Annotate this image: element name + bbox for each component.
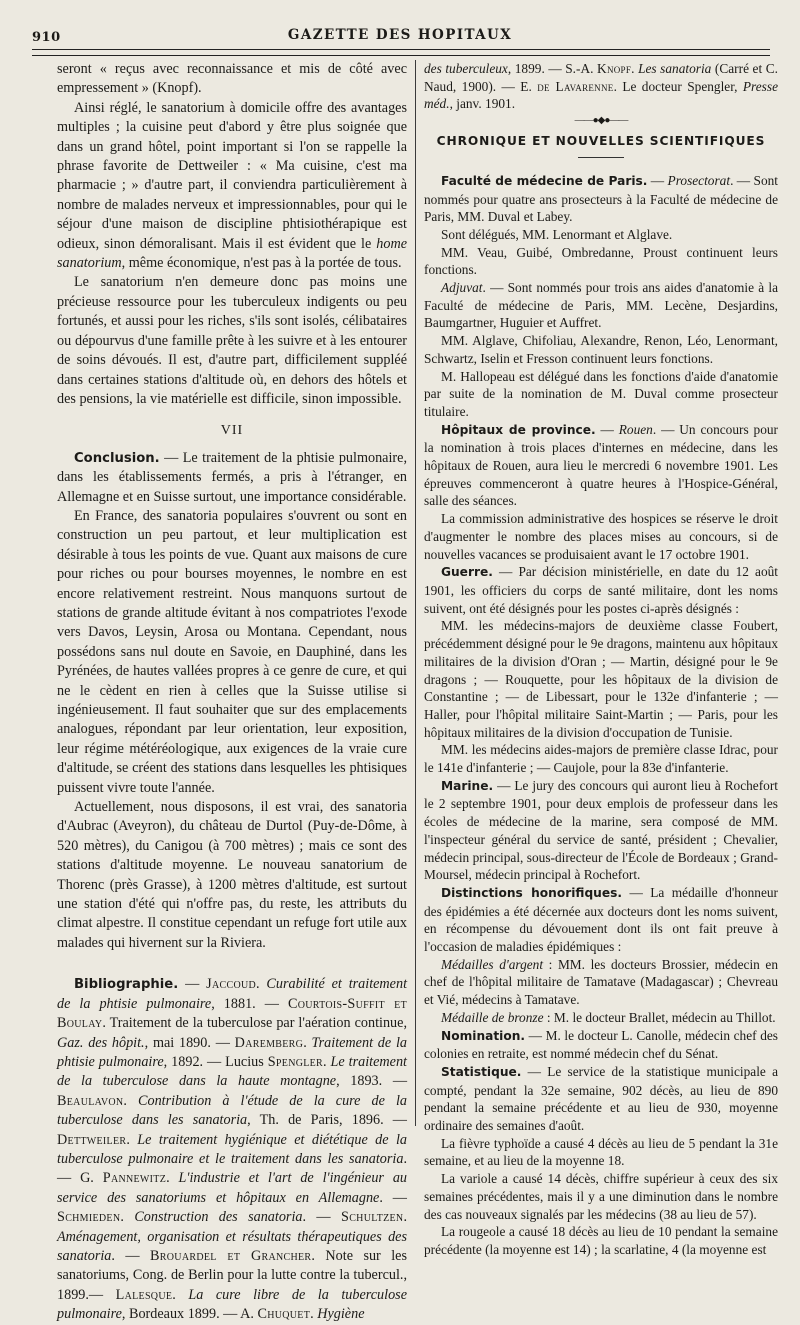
news-item: Nomination. — M. le docteur L. Canolle, médecin chef des colonies en retraite, est nommé médecin chef du Sénat. bbox=[424, 1027, 778, 1062]
paragraph: Ainsi réglé, le sanatorium à domicile offre des avantages multiples ; la cuisine peut d'abord y être plus soignée que dans un grand hôtel, point important si l'on se rappelle la phrase favorite de Dettweiler : « Ma cuisine, c'est ma pharmacie ; » d'autre part, il conviendra particulièrement à nombre de malades nerveux et impressionnables, pour qui le séjour d'une maison de discipline phtisiothérapique est odieux, sinon démoralisant. Mais il est évident que le home sanatorium, même économique, n'est pas à la portée de tous. bbox=[57, 99, 408, 272]
paragraph: Médaille de bronze : M. le docteur Brallet, médecin au Thillot. bbox=[441, 1009, 776, 1025]
statistique-heading: Statistique. bbox=[441, 1064, 522, 1079]
conclusion-paragraph: Conclusion. — Le traitement de la phtisie pulmonaire, dans les établissements fermés, a pris à l'étranger, en Allemagne et en Suisse surtout, une importance considérable. bbox=[57, 449, 407, 505]
paragraph: MM. Alglave, Chifoliau, Alexandre, Renon, Léo, Lenormant, Schwartz, Iselin et Fresson continuent leurs fonctions. bbox=[424, 333, 778, 366]
paragraph: MM. Veau, Guibé, Ombredanne, Proust continuent leurs fonctions. bbox=[424, 244, 778, 278]
news-item: Statistique. — Le service de la statistique municipale a compté, pendant la 32e semaine, 902 décès, au lieu de 890 pendant la semaine précédente et au lieu de 930, moyenne ordinaire des semaines d'août. bbox=[424, 1063, 778, 1134]
bibliography-continued: des tuberculeux, 1899. — S.-A. Knopf. Les sanatoria (Carré et C. Naud, 1900). — E. de Lavarenne. Le docteur Spengler, Presse méd., janv. 1901. bbox=[424, 61, 778, 112]
news-item: Faculté de médecine de Paris. — Prosectorat. — Sont nommés pour quatre ans prosecteurs à la Faculté de médecine de Paris, MM. Duval et Labey. bbox=[424, 172, 779, 225]
paragraph: La variole a causé 14 décès, chiffre supérieur à ceux des six semaines précédentes, mais il y a une diminution dans le nombre des cas nouveaux signalés par les médecins (38 au lieu de 57). bbox=[424, 1171, 778, 1222]
column-divider bbox=[415, 60, 416, 1126]
paragraph: Sont délégués, MM. Lenormant et Alglave. bbox=[441, 226, 673, 242]
faculte-heading: Faculté de médecine de Paris. bbox=[441, 173, 648, 188]
hopitaux-heading: Hôpitaux de province. bbox=[441, 422, 596, 437]
marine-heading: Marine. bbox=[441, 778, 494, 793]
paragraph: M. Hallopeau est délégué dans les fonctions d'aide d'anatomie par suite de la nomination de M. Duval comme prosecteur titulaire. bbox=[424, 368, 778, 419]
short-rule bbox=[578, 157, 624, 158]
paragraph: En France, des sanatoria populaires s'ouvrent ou sont en construction un peu partout, et leur multiplication est désirable à tous les points de vue. Quant aux maisons de cure pour riches ou pour bourses moyennes, le nombre en est encore relativement restreint. Nous manquons surtout de stations de grande altitude évitant à nos compatriotes l'exode vers Davos, Leysin, Arosa ou Montana. Cependant, nous possédons sans nul doute en Savoie, en Dauphiné, dans les Pyrénées, de hautes vallées propres à ce genre de cure, et qui ne le cèdent en rien à celles que la Suisse utilise si ingénieusement. Il faut souhaiter que sur des emplacements analogues, répondant par leur orientation, leur exposition, leur régime météréologique, aux exigences de la vraie cure d'altitude, se créent des stations dans lesquelles les phtisiques puissent vivre toute l'année. bbox=[57, 507, 407, 796]
paragraph: Médailles d'argent : MM. les docteurs Brossier, médecin en chef de l'hôpital militaire de Tamatave (Madagascar) ; Chevreau et Vié, médecins à Tamatave. bbox=[424, 956, 778, 1008]
bibliography-heading: Bibliographie. bbox=[74, 977, 179, 993]
header-rule bbox=[32, 49, 770, 56]
paragraph: MM. les médecins-majors de deuxième classe Foubert, précédemment désigné pour le 9e dragons, maintenu aux hôpitaux militaires de la division d'Oran ; — Martin, désigné pour le 9e dragons ; — Rouquette, pour les hôpitaux de la division de Constantine ; — de Libessart, pour le 132e d'infanterie ; — Haller, pour l'hôpital militaire Saint-Martin ; — Paris, pour les hôpitaux militaires de la division d'occupation de Tunisie. bbox=[424, 618, 778, 740]
right-column bbox=[424, 60, 779, 1257]
paragraph: MM. les médecins aides-majors de première classe Idrac, pour le 141e d'infanterie ; — Caujole, pour la 83e d'infanterie. bbox=[424, 742, 778, 776]
page-number: 910 bbox=[32, 30, 61, 45]
paragraph: Le sanatorium n'en demeure donc pas moins une précieuse ressource pour les tuberculeux indigents ou peu fortunés, et aussi pour les riches, s'ils sont isolés, célibataires ou dépourvus d'une famille prête à les suivre et à les entourer de soins dévoués. Il est, d'autre part, difficilement suppléé dans certaines stations d'altitude où, en dehors des hôtels et des pensions, la vie matérielle est difficile, sinon impossible. bbox=[57, 274, 407, 407]
nomination-heading: Nomination. bbox=[441, 1028, 526, 1043]
paragraph: La commission administrative des hospices se réserve le droit d'augmenter le nombre des places mises au concours, si de nouvelles vacances se produisaient avant le 17 octobre 1901. bbox=[424, 511, 778, 562]
news-item: Guerre. — Par décision ministérielle, en date du 12 août 1901, les officiers du corps de santé militaire, dont les noms suivent, ont été désignés pour les postes ci-après désignés : bbox=[424, 564, 778, 616]
news-item: Hôpitaux de province. — Rouen. — Un concours pour la nomination à trois places d'internes en médecine, dans les hôpitaux de Rouen, aura lieu le mercredi 6 novembre 1901. Les épreuves commenceront à quatre heures à l'Hospice-Général, salle des séances. bbox=[424, 421, 778, 509]
news-item: Distinctions honorifiques. — La médaille d'honneur des épidémies a été décernée aux docteurs dont les noms suivent, en récompense du dévouement dont ils ont fait preuve à l'occasion de maladies épidémiques : bbox=[424, 884, 778, 955]
left-column bbox=[57, 60, 408, 1323]
paragraph: La fièvre typhoïde a causé 4 décès au lieu de 5 pendant la 31e semaine, et au lieu de la moyenne 18. bbox=[424, 1135, 778, 1169]
ornament-divider: ——●◆●—— bbox=[574, 115, 628, 127]
paragraph: La rougeole a causé 18 décès au lieu de 10 pendant la semaine précédente (la moyenne est 14) ; la scarlatine, 4 (la moyenne est bbox=[424, 1224, 778, 1257]
paragraph: Adjuvat. — Sont nommés pour trois ans aides d'anatomie à la Faculté de médecine de Paris, MM. Lecène, Desjardins, Baumgartner, Huguier et Auffret. bbox=[424, 280, 778, 331]
paragraph: seront « reçus avec reconnaissance et mis de côté avec empressement » (Knopf). bbox=[57, 61, 407, 97]
running-title: GAZETTE DES HOPITAUX bbox=[287, 27, 513, 43]
conclusion-heading: Conclusion. bbox=[74, 450, 160, 466]
guerre-heading: Guerre. bbox=[441, 565, 493, 580]
paragraph: Actuellement, nous disposons, il est vrai, des sanatoria d'Aubrac (Aveyron), du château de Durtol (Puy-de-Dôme, à 520 mètres), du Canigou (à 700 mètres) ; mais ce sont des stations d'altitude moyenne. Le nouveau sanatorium de Thorenc (près Grasse), à 1200 mètres d'altitude, est surtout une station d'été qui n'offre pas, du reste, les attributs du climat alpestre. Il constitue cependant un refuge fort utile aux malades qui hivernent sur la Riviera. bbox=[57, 799, 407, 951]
news-item: Marine. — Le jury des concours qui auront lieu à Rochefort le 2 septembre 1901, pour deux emplois de professeur dans les écoles de médecine de la marine, sera composé de MM. l'inspecteur général du service de santé, président ; Chevalier, médecin principal, sous-directeur de l'École de Bordeaux ; Grand-Moursel, médecin principal à Rochefort. bbox=[424, 777, 778, 883]
distinctions-heading: Distinctions honorifiques. bbox=[441, 885, 622, 900]
bibliography: Bibliographie. — Jaccoud. Curabilité et traitement de la phtisie pulmonaire, 1881. — Courtois-Suffit et Boulay. Traitement de la tuberculose par l'aération continue, Gaz. des hôpit., mai 1890. — Daremberg. Traitement de la phtisie pulmonaire, 1892. — Lucius Spengler. Le traitement de la tuberculose dans la haute montagne, 1893. — Beaulavon. Contribution à l'étude de la cure de la tuberculose dans les sanatoria, Th. de Paris, 1896. — Dettweiler. Le traitement hygiénique et diététique de la tuberculose pulmonaire et le traitement dans les sanatoria. — G. Pannewitz. L'industrie et l'art de l'ingénieur au service des sanatoriums et hôpitaux en Allemagne. — Schmieden. Construction des sanatoria. — Schultzen. Aménagement, organisation et résultats thérapeutiques des sanatoria. — Brouardel et Grancher. Note sur les sanatoriums, Cong. de Berlin pour la lutte contre la tubercul., 1899.— Lalesque. La cure libre de la tuberculose pulmonaire, Bordeaux 1899. — A. Chuquet. Hygiène bbox=[57, 976, 408, 1323]
section-number: VII bbox=[220, 423, 244, 439]
chronicle-heading: CHRONIQUE ET NOUVELLES SCIENTIFIQUES bbox=[436, 134, 766, 149]
